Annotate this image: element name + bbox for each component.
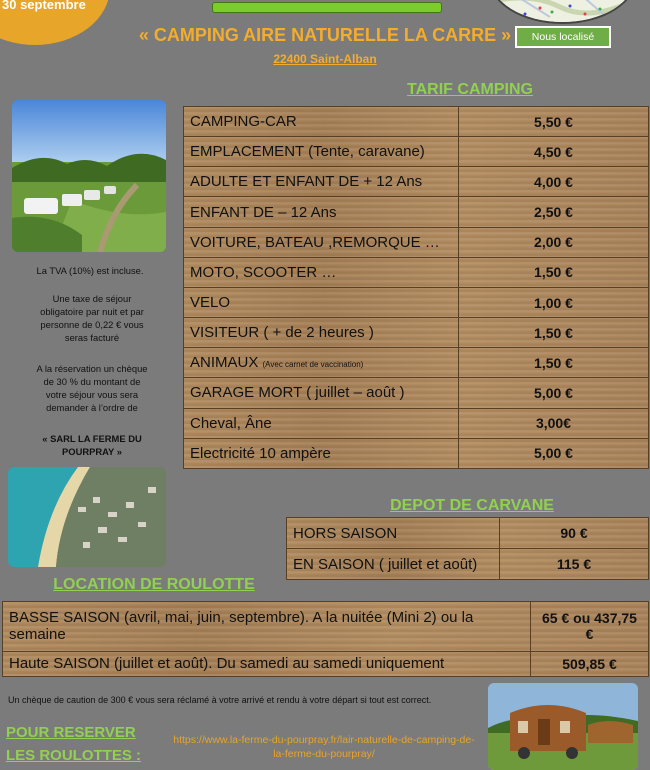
tarif-label — [184, 137, 459, 167]
tarif-label-text: MOTO, SCOOTER … — [190, 263, 337, 281]
location-price: 65 € ou 437,75 € — [531, 602, 649, 652]
locate-us-button[interactable]: Nous localisé — [515, 26, 611, 48]
reservation-link[interactable]: https://www.la-ferme-du-pourpray.fr/lair-naturelle-de-camping-de-la-ferme-du-pourpray/ — [173, 734, 475, 760]
page-title: « CAMPING AIRE NATURELLE LA CARRE » — [138, 25, 512, 45]
campsite-photo — [12, 100, 166, 252]
tarif-row — [184, 408, 649, 438]
tarif-row — [184, 287, 649, 317]
tarif-row — [184, 438, 649, 468]
reserve-heading-line1: POUR RESERVER — [6, 724, 136, 741]
tarif-label — [184, 227, 459, 257]
depot-label — [287, 549, 500, 580]
tarif-note: (Avec carnet de vaccination) — [262, 360, 364, 370]
tarif-price: 5,50 € — [459, 107, 649, 137]
tarif-label-text: ENFANT DE – 12 Ans — [190, 203, 337, 221]
date-badge-text: 30 septembre — [2, 0, 86, 12]
tarif-label — [184, 257, 459, 287]
location-table — [2, 601, 649, 677]
tarif-label-text: EMPLACEMENT (Tente, caravane) — [190, 143, 425, 161]
roulotte-photo — [488, 683, 638, 770]
depot-label — [287, 518, 500, 549]
tarif-price: 5,00 € — [459, 378, 649, 408]
tarif-label-text: CAMPING-CAR — [190, 113, 297, 131]
map-thumbnail[interactable] — [488, 0, 637, 24]
tarif-label-text: Cheval, Âne — [190, 414, 272, 432]
location-row — [3, 651, 649, 676]
tarif-row — [184, 318, 649, 348]
tarif-label — [184, 197, 459, 227]
page-subtitle: 22400 Saint-Alban — [273, 52, 377, 66]
tarif-label-text: VISITEUR ( + de 2 heures ) — [190, 324, 374, 342]
tarif-label-text: VOITURE, BATEAU ,REMORQUE … — [190, 233, 440, 251]
depot-row — [287, 549, 649, 580]
tarif-price: 3,00€ — [459, 408, 649, 438]
tarif-row — [184, 167, 649, 197]
tarif-price: 5,00 € — [459, 438, 649, 468]
tax-note: Une taxe de séjour obligatoire par nuit et par personne de 0,22 € vous seras facturé — [40, 293, 144, 343]
payee-note: « SARL LA FERME DU POURPRAY » — [42, 433, 142, 457]
header-green-bar — [212, 2, 442, 13]
tarif-price: 4,50 € — [459, 137, 649, 167]
tarif-price: 1,50 € — [459, 348, 649, 378]
location-row — [3, 602, 649, 652]
tarif-label — [184, 287, 459, 317]
tarif-label — [184, 438, 459, 468]
tarif-row — [184, 227, 649, 257]
depot-label-text: EN SAISON ( juillet et août) — [293, 555, 478, 573]
tarif-label-text: GARAGE MORT ( juillet – août ) — [190, 384, 405, 402]
reservation-note: A la réservation un chèque de 30 % du montant de votre séjour vous sera demander à l’ordre de — [36, 363, 148, 413]
tarif-row — [184, 107, 649, 137]
depot-table — [286, 517, 649, 580]
tarif-row — [184, 257, 649, 287]
tarif-price: 4,00 € — [459, 167, 649, 197]
tarif-row — [184, 348, 649, 378]
tarif-label — [184, 318, 459, 348]
tarif-row — [184, 378, 649, 408]
location-title: LOCATION DE ROULOTTE — [53, 576, 255, 593]
tarif-price: 1,50 € — [459, 318, 649, 348]
caution-note: Un chèque de caution de 300 € vous sera réclamé à votre arrivé et rendu à votre départ si tout est correct. — [8, 695, 432, 705]
tarif-label — [184, 378, 459, 408]
location-label-text: BASSE SAISON (avril, mai, juin, septembre). A la nuitée (Mini 2) ou la semaine — [9, 609, 474, 644]
tarif-label-text: ADULTE ET ENFANT DE + 12 Ans — [190, 173, 423, 191]
reserve-heading-line2: LES ROULOTTES : — [6, 747, 141, 764]
depot-label-text: HORS SAISON — [293, 524, 398, 542]
tarif-price: 2,00 € — [459, 227, 649, 257]
location-label-text: Haute SAISON (juillet et août). Du samedi au samedi uniquement — [9, 655, 445, 673]
location-label — [3, 602, 531, 652]
tarif-row — [184, 137, 649, 167]
depot-price: 115 € — [500, 549, 649, 580]
tarif-label — [184, 348, 459, 378]
tarif-table — [183, 106, 649, 469]
location-label — [3, 651, 531, 676]
tarif-title: TARIF CAMPING — [407, 81, 533, 98]
tarif-label-text: ANIMAUX — [190, 354, 259, 372]
location-price: 509,85 € — [531, 651, 649, 676]
depot-row — [287, 518, 649, 549]
depot-title: DEPOT DE CARVANE — [390, 497, 554, 514]
tarif-price: 1,00 € — [459, 287, 649, 317]
beach-photo — [8, 467, 166, 567]
tarif-price: 1,50 € — [459, 257, 649, 287]
tarif-label-text: Electricité 10 ampère — [190, 444, 331, 462]
tarif-label — [184, 107, 459, 137]
depot-price: 90 € — [500, 518, 649, 549]
tva-note: La TVA (10%) est incluse. — [36, 265, 144, 276]
tarif-price: 2,50 € — [459, 197, 649, 227]
tarif-label — [184, 408, 459, 438]
tarif-label — [184, 167, 459, 197]
tarif-row — [184, 197, 649, 227]
tarif-label-text: VELO — [190, 294, 231, 312]
